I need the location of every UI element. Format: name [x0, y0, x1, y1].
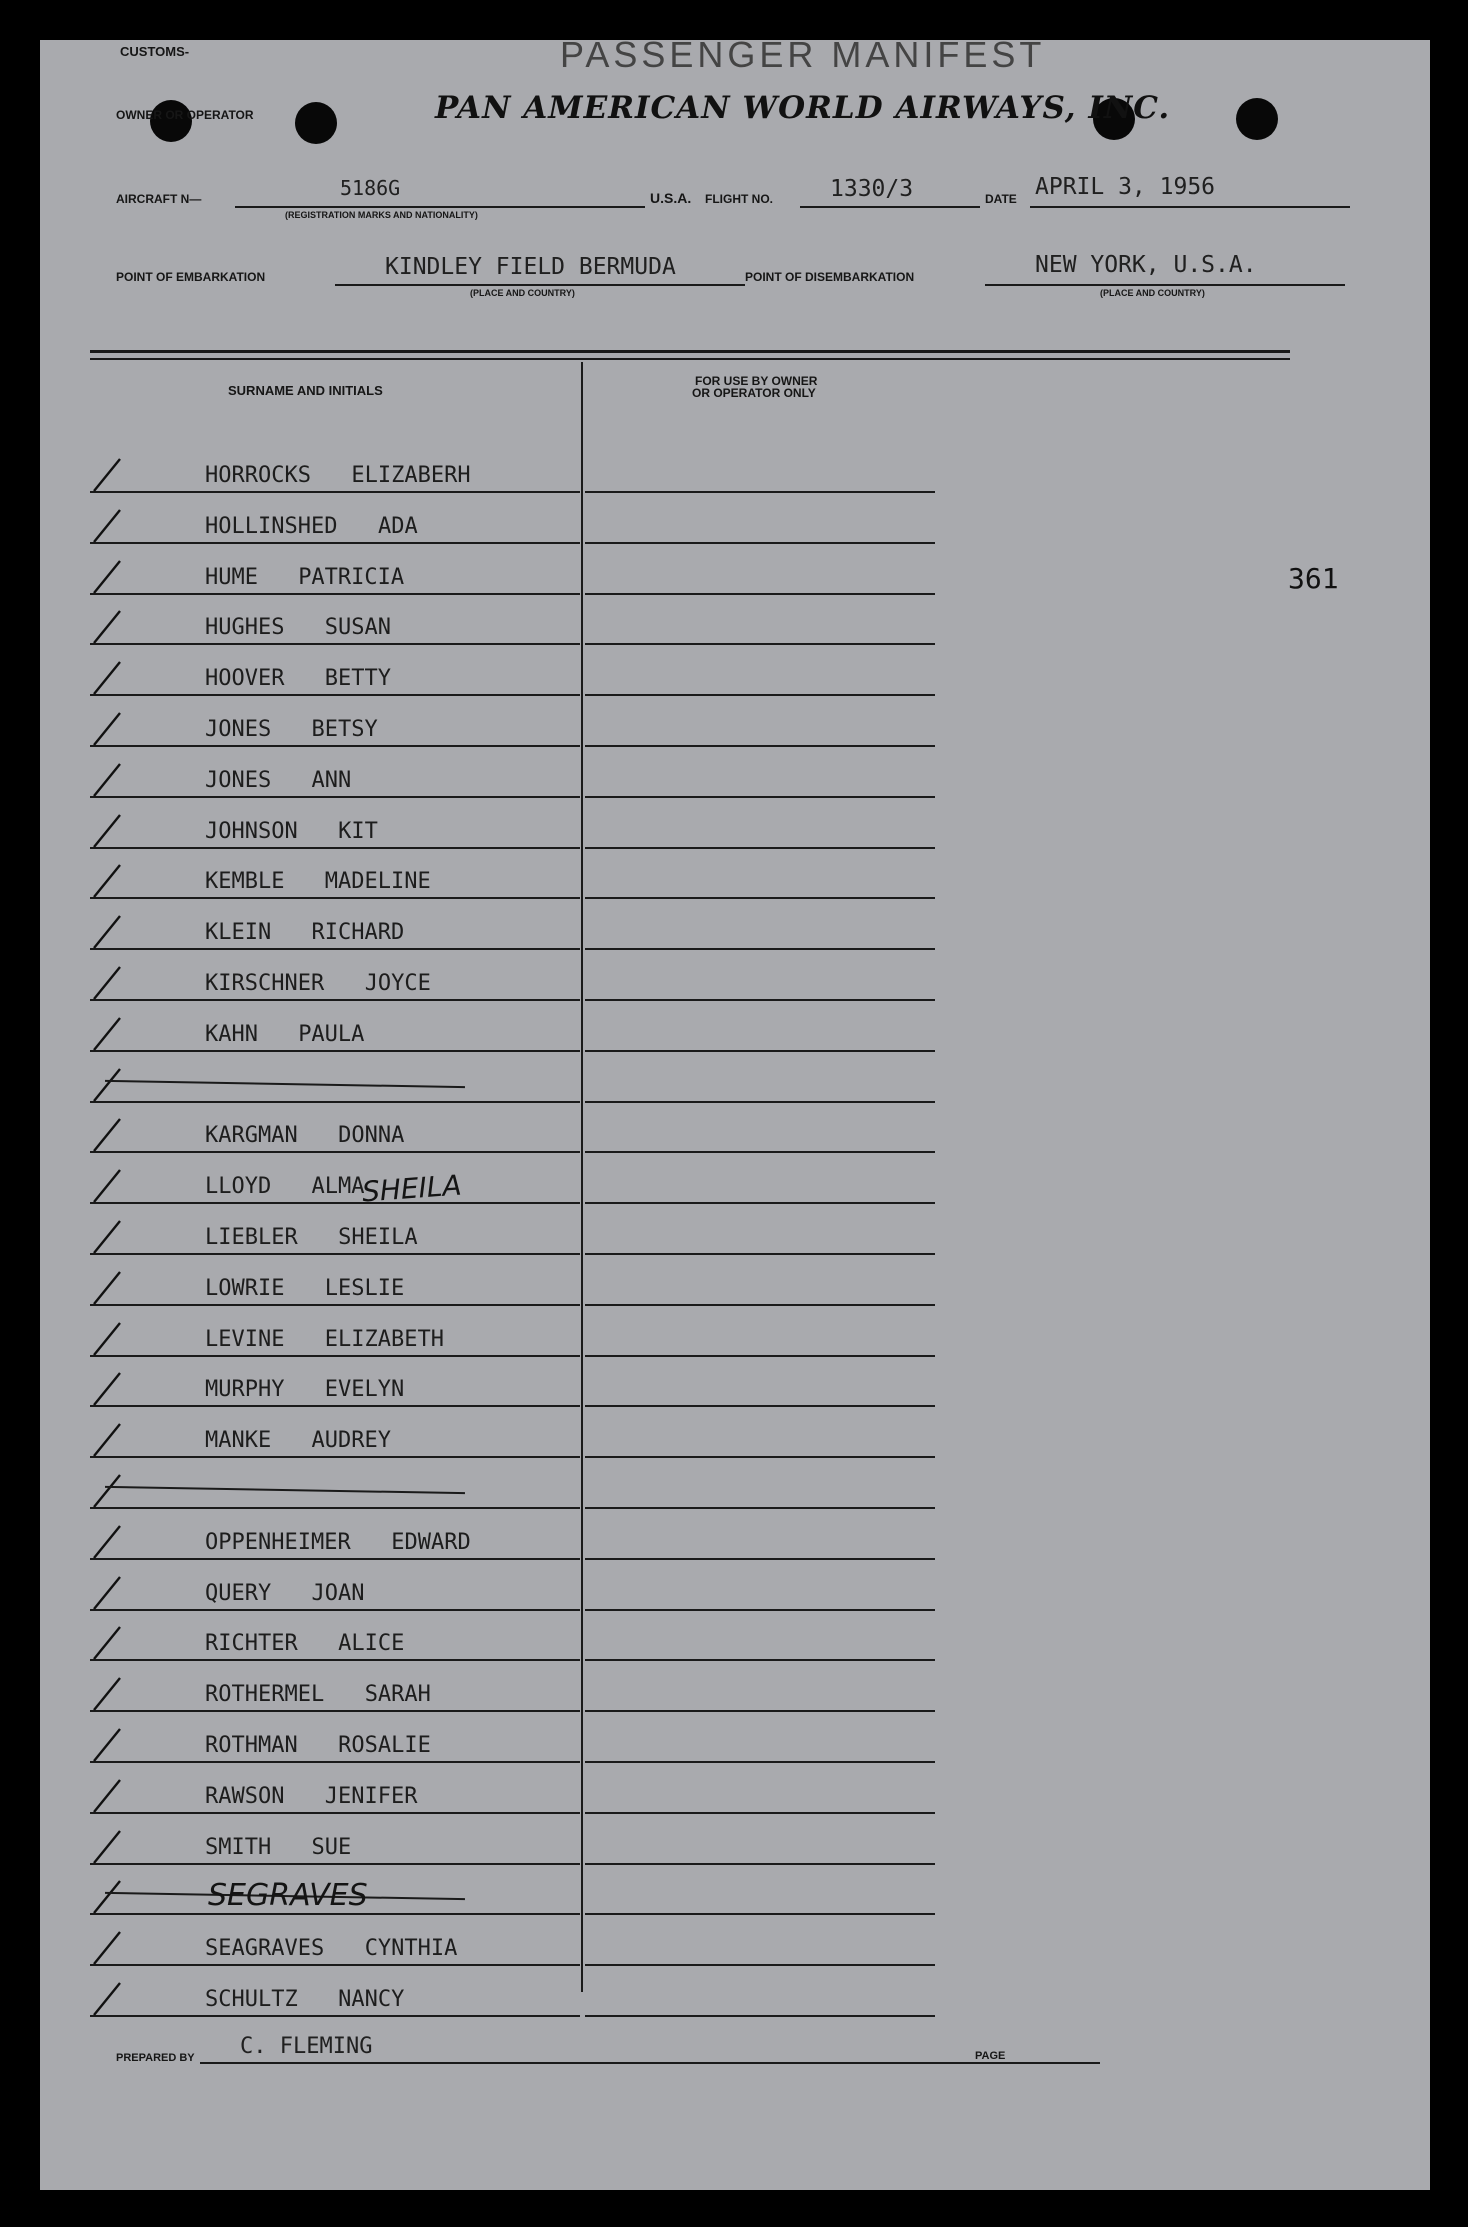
passenger-surname: JOHNSON: [205, 818, 298, 844]
handwritten-sheila: SHEILA: [360, 1168, 463, 1209]
passenger-given-name: SARAH: [364, 1682, 431, 1708]
row-rule: [90, 542, 580, 544]
manifest-sheet: [40, 34, 1430, 2190]
usa-label: U.S.A.: [650, 190, 692, 206]
row-rule: [90, 491, 580, 493]
passenger-surname: LEVINE: [205, 1326, 285, 1352]
passenger-given-name: PAULA: [298, 1021, 365, 1047]
row-rule: [90, 1405, 580, 1407]
passenger-given-name: RICHARD: [311, 920, 405, 946]
date-label: DATE: [985, 192, 1017, 206]
check-mark-icon: [90, 1065, 130, 1105]
row-rule-owner: [585, 1558, 935, 1560]
row-rule-owner: [585, 1151, 935, 1153]
table-top-rule-2: [90, 358, 1290, 360]
passenger-surname: ROTHMAN: [205, 1733, 298, 1758]
row-rule-owner: [585, 847, 935, 849]
row-rule: [90, 1355, 580, 1357]
passenger-surname: HORROCKS: [205, 463, 311, 488]
check-mark-icon: [90, 1115, 130, 1155]
check-mark-icon: [90, 1725, 130, 1765]
row-rule-owner: [585, 694, 935, 696]
passenger-given-name: ELIZABETH: [324, 1326, 445, 1352]
form-top-title: PASSENGER MANIFEST: [560, 34, 1046, 75]
prepared-by-label: PREPARED BY: [116, 2052, 195, 2064]
prepared-by-value: C. FLEMING: [240, 2034, 373, 2059]
check-mark-icon: [90, 709, 130, 749]
row-rule: [90, 1761, 580, 1763]
row-rule-owner: [585, 1761, 935, 1763]
row-rule-owner: [585, 897, 935, 899]
aircraft-underline: [235, 206, 645, 208]
embarkation-note: (PLACE AND COUNTRY): [470, 288, 575, 298]
row-rule-owner: [585, 593, 935, 595]
disembarkation-underline: [985, 284, 1345, 286]
column-header-surname: SURNAME AND INITIALS: [228, 383, 383, 398]
row-rule: [90, 1863, 580, 1865]
check-mark-icon: [90, 1623, 130, 1663]
row-rule-owner: [585, 1101, 935, 1103]
row-rule: [90, 1659, 580, 1661]
check-mark-icon: [90, 1522, 130, 1562]
row-rule: [90, 1151, 580, 1153]
row-rule: [90, 694, 580, 696]
flight-label: FLIGHT NO.: [705, 192, 773, 206]
passenger-surname: LIEBLER: [205, 1225, 298, 1250]
passenger-surname: KLEIN: [205, 920, 272, 946]
check-mark-icon: [90, 1166, 130, 1206]
passenger-surname: KIRSCHNER: [205, 971, 325, 996]
passenger-surname: HOOVER: [205, 666, 285, 692]
passenger-given-name: EVELYN: [324, 1377, 405, 1403]
row-rule: [90, 1304, 580, 1306]
check-mark-icon: [90, 557, 130, 597]
passenger-given-name: PATRICIA: [298, 564, 405, 590]
date-value: APRIL 3, 1956: [1035, 174, 1216, 200]
row-rule: [90, 2015, 580, 2017]
row-rule: [90, 1101, 580, 1103]
row-rule-owner: [585, 999, 935, 1001]
passenger-surname: RICHTER: [205, 1631, 298, 1657]
handwritten-segraves: SEGRAVES: [208, 1878, 368, 1913]
check-mark-icon: [90, 861, 130, 901]
strike-out-line: [105, 1079, 465, 1087]
passenger-given-name: ALICE: [338, 1631, 405, 1657]
airline-name: PAN AMERICAN WORLD AIRWAYS, INC.: [435, 90, 1171, 126]
flight-underline: [800, 206, 980, 208]
row-rule-owner: [585, 2015, 935, 2017]
row-rule: [90, 1253, 580, 1255]
check-mark-icon: [90, 1928, 130, 1968]
check-mark-icon: [90, 1979, 130, 2019]
row-rule: [90, 1964, 580, 1966]
passenger-surname: HUGHES: [205, 615, 285, 641]
passenger-surname: ROTHERMEL: [205, 1682, 325, 1708]
check-mark-icon: [90, 963, 130, 1003]
check-mark-icon: [90, 1014, 130, 1054]
row-rule-owner: [585, 1812, 935, 1814]
passenger-surname: SEAGRAVES: [205, 1936, 325, 1962]
passenger-given-name: AUDREY: [311, 1428, 391, 1454]
row-rule: [90, 1913, 580, 1915]
stamp-number: 361: [1288, 562, 1339, 595]
row-rule: [90, 1710, 580, 1712]
column-header-owner-1: FOR USE BY OWNER: [695, 374, 818, 388]
row-rule: [90, 1202, 580, 1204]
row-rule: [90, 1507, 580, 1509]
passenger-given-name: JENIFER: [324, 1783, 418, 1809]
passenger-surname: JONES: [205, 717, 272, 742]
row-rule: [90, 897, 580, 899]
check-mark-icon: [90, 658, 130, 698]
prepared-underline: [200, 2062, 1100, 2064]
disembarkation-label: POINT OF DISEMBARKATION: [745, 270, 915, 284]
passenger-surname: JONES: [205, 767, 272, 793]
passenger-given-name: DONNA: [338, 1123, 405, 1149]
passenger-given-name: JOYCE: [364, 971, 431, 996]
passenger-given-name: ROSALIE: [338, 1733, 431, 1758]
passenger-given-name: SHEILA: [338, 1225, 418, 1250]
passenger-given-name: ADA: [378, 513, 418, 539]
check-mark-icon: [90, 1877, 130, 1917]
row-rule-owner: [585, 745, 935, 747]
embarkation-underline: [335, 284, 745, 286]
row-rule-owner: [585, 1405, 935, 1407]
row-rule: [90, 847, 580, 849]
row-rule: [90, 1050, 580, 1052]
row-rule-owner: [585, 1253, 935, 1255]
row-rule: [90, 643, 580, 645]
owner-operator-label: OWNER OR OPERATOR: [116, 108, 254, 122]
passenger-surname: LOWRIE: [205, 1275, 285, 1301]
row-rule-owner: [585, 1609, 935, 1611]
passenger-surname: KEMBLE: [205, 869, 285, 895]
date-underline: [1030, 206, 1350, 208]
check-mark-icon: [90, 1776, 130, 1816]
passenger-surname: HUME: [205, 564, 258, 590]
flight-value: 1330/3: [830, 176, 914, 202]
passenger-surname: RAWSON: [205, 1783, 285, 1809]
row-rule: [90, 796, 580, 798]
row-rule-owner: [585, 1863, 935, 1865]
row-rule-owner: [585, 1964, 935, 1966]
disembarkation-note: (PLACE AND COUNTRY): [1100, 288, 1205, 298]
aircraft-label: AIRCRAFT N—: [116, 192, 202, 206]
row-rule: [90, 1456, 580, 1458]
check-mark-icon: [90, 1319, 130, 1359]
passenger-given-name: MADELINE: [324, 869, 431, 895]
check-mark-icon: [90, 1217, 130, 1257]
passenger-surname: KAHN: [205, 1021, 258, 1047]
passenger-surname: HOLLINSHED: [205, 513, 338, 539]
passenger-surname: MANKE: [205, 1428, 272, 1454]
passenger-surname: KARGMAN: [205, 1123, 298, 1149]
row-rule-owner: [585, 1355, 935, 1357]
row-rule: [90, 593, 580, 595]
corner-mark: CUSTOMS-: [120, 44, 190, 59]
row-rule-owner: [585, 1710, 935, 1712]
passenger-given-name: CYNTHIA: [364, 1936, 458, 1962]
passenger-given-name: ANN: [311, 767, 352, 793]
row-rule-owner: [585, 1304, 935, 1306]
passenger-given-name: BETTY: [324, 666, 392, 692]
row-rule-owner: [585, 1913, 935, 1915]
row-rule-owner: [585, 1659, 935, 1661]
check-mark-icon: [90, 607, 130, 647]
aircraft-value: 5186G: [340, 176, 401, 200]
check-mark-icon: [90, 1573, 130, 1613]
passenger-surname: QUERY: [205, 1580, 272, 1606]
check-mark-icon: [90, 455, 130, 495]
check-mark-icon: [90, 1827, 130, 1867]
row-rule-owner: [585, 948, 935, 950]
column-divider: [581, 362, 583, 1992]
passenger-given-name: NANCY: [338, 1987, 405, 2012]
check-mark-icon: [90, 506, 130, 546]
punch-hole: [1236, 98, 1278, 140]
passenger-given-name: EDWARD: [391, 1529, 471, 1555]
passenger-given-name: ALMA: [311, 1174, 365, 1200]
passenger-given-name: KIT: [338, 818, 378, 844]
table-top-rule: [90, 350, 1290, 353]
passenger-surname: LLOYD: [205, 1174, 272, 1200]
check-mark-icon: [90, 1369, 130, 1409]
check-mark-icon: [90, 760, 130, 800]
strike-out-line: [105, 1486, 465, 1494]
page-label: PAGE: [975, 2050, 1006, 2062]
row-rule-owner: [585, 491, 935, 493]
row-rule-owner: [585, 542, 935, 544]
passenger-surname: OPPENHEIMER: [205, 1529, 351, 1555]
check-mark-icon: [90, 912, 130, 952]
row-rule-owner: [585, 1050, 935, 1052]
row-rule: [90, 1558, 580, 1560]
row-rule-owner: [585, 1507, 935, 1509]
registration-note: (REGISTRATION MARKS AND NATIONALITY): [285, 210, 478, 220]
check-mark-icon: [90, 1420, 130, 1460]
row-rule: [90, 745, 580, 747]
passenger-given-name: SUSAN: [324, 615, 392, 641]
passenger-surname: SMITH: [205, 1834, 272, 1860]
passenger-given-name: ELIZABERH: [351, 463, 471, 488]
punch-hole: [295, 102, 337, 144]
row-rule: [90, 999, 580, 1001]
passenger-given-name: BETSY: [311, 717, 378, 742]
embarkation-value: KINDLEY FIELD BERMUDA: [385, 254, 676, 280]
passenger-given-name: JOAN: [311, 1580, 365, 1606]
row-rule-owner: [585, 1202, 935, 1204]
check-mark-icon: [90, 1674, 130, 1714]
column-header-owner-2: OR OPERATOR ONLY: [692, 386, 816, 400]
check-mark-icon: [90, 811, 130, 851]
row-rule: [90, 1609, 580, 1611]
passenger-surname: MURPHY: [205, 1377, 285, 1403]
passenger-given-name: SUE: [311, 1834, 352, 1860]
row-rule-owner: [585, 796, 935, 798]
disembarkation-value: NEW YORK, U.S.A.: [1035, 252, 1257, 278]
check-mark-icon: [90, 1268, 130, 1308]
row-rule: [90, 948, 580, 950]
row-rule-owner: [585, 643, 935, 645]
row-rule-owner: [585, 1456, 935, 1458]
passenger-surname: SCHULTZ: [205, 1987, 298, 2012]
check-mark-icon: [90, 1471, 130, 1511]
passenger-given-name: LESLIE: [324, 1275, 405, 1301]
row-rule: [90, 1812, 580, 1814]
embarkation-label: POINT OF EMBARKATION: [116, 270, 266, 284]
